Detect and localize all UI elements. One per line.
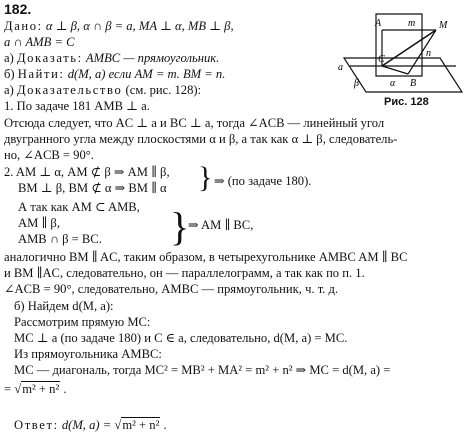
label-line-a: a: [338, 62, 343, 73]
problem-number: 182.: [4, 1, 32, 17]
answer-line: [14, 418, 167, 433]
step-3-line-2: AM ∥ β,: [18, 216, 60, 230]
given-label: Дано:: [4, 19, 43, 33]
proof-prefix: а): [4, 83, 14, 97]
proof-ref: (см. рис. 128):: [125, 83, 202, 97]
part-a-text: AMBC — прямоугольник.: [85, 51, 220, 65]
label-n-side: n: [426, 48, 431, 59]
step-3-line-3: AMB ∩ β = BC.: [18, 232, 102, 246]
step-2-line-2: BM ⊥ β, BM ⊄ α ⇒ BM ∥ α: [18, 181, 167, 195]
step-2-line-1: 2. AM ⊥ α, AM ⊄ β ⇒ AM ∥ β,: [4, 165, 170, 179]
part-a-label: Доказать:: [16, 51, 83, 65]
proof-label: Доказательство: [16, 83, 123, 97]
label-c-point: C: [378, 54, 385, 65]
part-b-end: .: [63, 382, 67, 396]
para2-line-2: и BM ∥AC, следовательно, он — параллелограмм, а так как по п. 1.: [4, 266, 365, 280]
answer-end: .: [163, 418, 167, 432]
figure-caption: Рис. 128: [384, 96, 429, 108]
label-b-point: B: [410, 78, 417, 89]
part-b-heading: б) Найдем d(M, a):: [14, 299, 114, 313]
sqrt-symbol: √: [14, 382, 22, 396]
sqrt-symbol-answer: √: [114, 418, 122, 432]
step-3-result: ⇒ AM ∥ BC,: [188, 218, 254, 232]
para2-line-3: ∠ACB = 90°, следовательно, AMBC — прямоугольник, ч. т. д.: [4, 282, 339, 296]
label-m-side: m: [408, 18, 416, 29]
para1-line-3: но, ∠ACB = 90°.: [4, 148, 94, 162]
step-3-line-1: А так как AM ⊂ AMB,: [18, 200, 140, 214]
part-a-task: [4, 51, 219, 66]
part-b-text: d(M, a) если AM = m. BM = n.: [67, 67, 226, 81]
brace-right-2: }: [170, 204, 190, 249]
proof-heading: [4, 83, 201, 98]
answer-text: d(M, a) =: [61, 418, 112, 432]
label-beta: β: [354, 78, 359, 89]
para2-line-1: аналогично BM ∥ AC, таким образом, в четырехугольнике AMBC AM ∥ BC: [4, 250, 408, 264]
part-b-task: [4, 67, 225, 82]
given-text-2: a ∩ AMB = C: [4, 35, 75, 49]
part-b-line-2: MC ⊥ a (по задаче 180) и C ∈ a, следовательно, d(M, a) = MC.: [14, 331, 348, 345]
given-line-1: [4, 19, 234, 34]
label-alpha: α: [390, 78, 396, 89]
label-m-point: M: [439, 20, 448, 31]
part-b-line-1: Рассмотрим прямую MC:: [14, 315, 151, 329]
given-text-1: α ⊥ β, α ∩ β = a, MA ⊥ α, MB ⊥ β,: [45, 19, 234, 33]
step-2-result: ⇒ (по задаче 180).: [214, 174, 312, 188]
segment-cb: [382, 66, 408, 74]
brace-right-1: }: [198, 161, 213, 194]
part-a-prefix: а): [4, 51, 14, 65]
part-b-eq: =: [4, 382, 12, 396]
part-b-line-4: MC — диагональ, тогда MC² = MB² + MA² = m² + n² ⇒ MC = d(M, a) =: [14, 363, 391, 377]
answer-label: Ответ:: [14, 418, 59, 432]
answer-root: m² + n²: [122, 418, 160, 432]
label-a-point: A: [375, 18, 382, 29]
para1-line-2: двугранного угла между плоскостями α и β, а так как α ⊥ β, следователь-: [4, 132, 398, 146]
plane-beta: [344, 58, 462, 92]
given-line-2: [4, 35, 75, 50]
part-b-root: m² + n²: [22, 382, 60, 396]
part-b-line-5: [4, 382, 67, 397]
figure-128: [336, 6, 468, 106]
part-b-line-3: Из прямоугольника AMBC:: [14, 347, 162, 361]
part-b-prefix: б): [4, 67, 15, 81]
step-1: 1. По задаче 181 AMB ⊥ a.: [4, 99, 150, 113]
para1-line-1: Отсюда следует, что AC ⊥ a и BC ⊥ a, тогда ∠ACB — линейный угол: [4, 116, 385, 130]
part-b-label: Найти:: [17, 67, 65, 81]
